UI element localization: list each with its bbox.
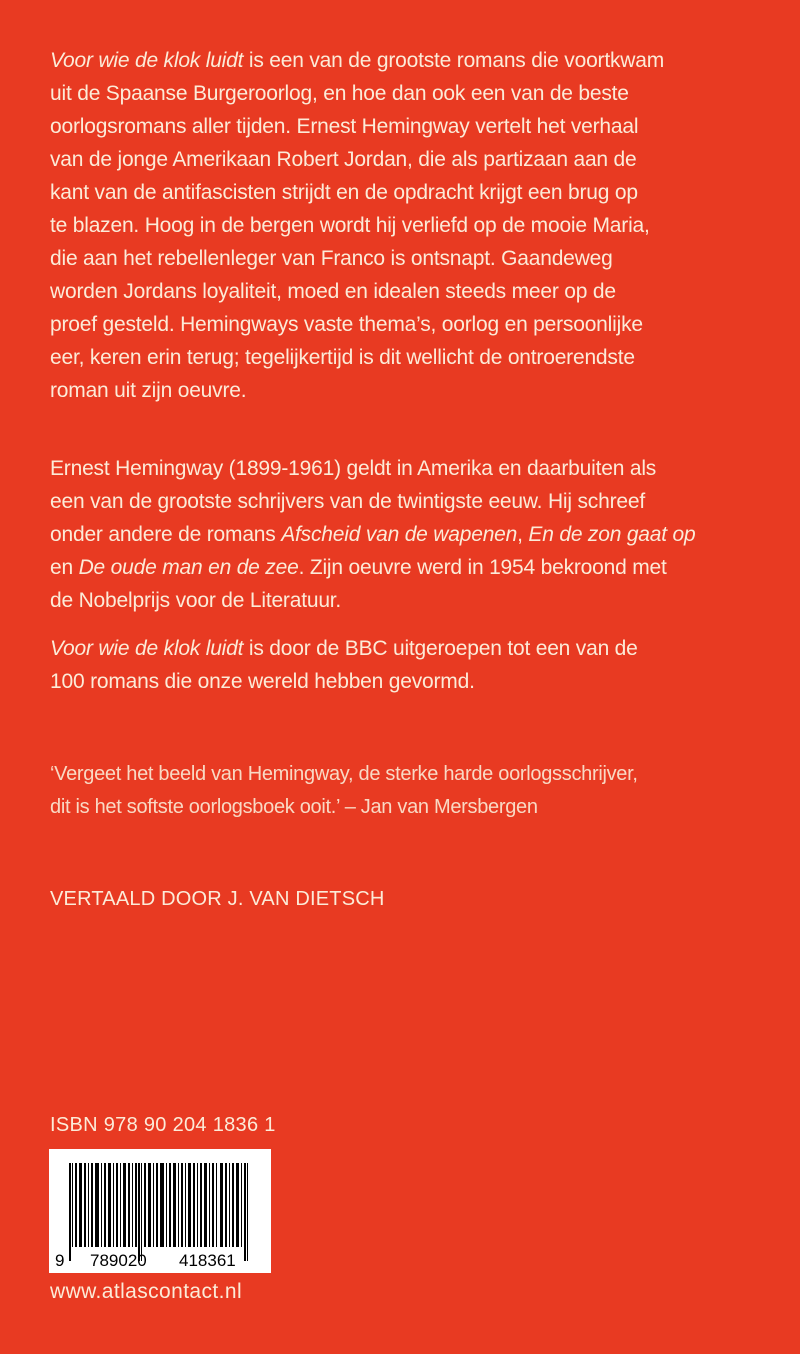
quote-line: dit is het softste oorlogsboek ooit.’ – Jan van Mersbergen xyxy=(50,796,538,818)
barcode-digit-first: 9 xyxy=(55,1251,65,1270)
barcode-icon xyxy=(49,1149,271,1273)
synopsis-line: te blazen. Hoog in de bergen wordt hij verliefd op de mooie Maria, xyxy=(50,214,650,237)
synopsis-line: kant van de antifascisten strijdt en de opdracht krijgt een brug op xyxy=(50,181,638,204)
review-quote-block xyxy=(50,758,770,824)
bio-line: Ernest Hemingway (1899-1961) geldt in Amerika en daarbuiten als xyxy=(50,457,657,480)
bbc-line: Voor wie de klok luidt is door de BBC uitgeroepen tot een van de xyxy=(50,637,638,660)
synopsis-block xyxy=(50,44,770,407)
synopsis-line: Voor wie de klok luidt is een van de grootste romans die voortkwam xyxy=(50,49,665,72)
synopsis-line: van de jonge Amerikaan Robert Jordan, die als partizaan aan de xyxy=(50,148,637,171)
barcode-digits-left: 789020 xyxy=(90,1251,147,1270)
bbc-line: 100 romans die onze wereld hebben gevormd. xyxy=(50,670,475,693)
bio-line: een van de grootste schrijvers van de twintigste eeuw. Hij schreef xyxy=(50,490,645,513)
bbc-note-paragraph xyxy=(50,632,770,698)
synopsis-line: worden Jordans loyaliteit, moed en idealen steeds meer op de xyxy=(50,280,616,303)
book-title: Voor wie de klok luidt xyxy=(50,49,244,72)
quote-line: ‘Vergeet het beeld van Hemingway, de sterke harde oorlogsschrijver, xyxy=(50,763,638,785)
barcode-digits-right: 418361 xyxy=(179,1251,236,1270)
bbc-note-block xyxy=(50,632,770,698)
bio-line: en De oude man en de zee. Zijn oeuvre werd in 1954 bekroond met xyxy=(50,556,667,579)
book-title: De oude man en de zee xyxy=(78,556,299,579)
book-title: Afscheid van de wapenen xyxy=(281,523,518,546)
book-title: En de zon gaat op xyxy=(528,523,696,546)
synopsis-paragraph xyxy=(50,44,770,407)
synopsis-line: proef gesteld. Hemingways vaste thema’s, oorlog en persoonlijke xyxy=(50,313,643,336)
synopsis-line: eer, keren erin terug; tegelijkertijd is dit wellicht de ontroerendste xyxy=(50,346,635,369)
bio-line: onder andere de romans Afscheid van de wapenen, En de zon gaat op xyxy=(50,523,696,546)
synopsis-line: roman uit zijn oeuvre. xyxy=(50,379,247,402)
review-quote xyxy=(50,758,770,824)
bio-line: de Nobelprijs voor de Literatuur. xyxy=(50,589,342,612)
author-bio-paragraph xyxy=(50,452,770,617)
author-bio-block xyxy=(50,452,770,617)
barcode xyxy=(49,1149,271,1273)
translator-credit: VERTAALD DOOR J. VAN DIETSCH xyxy=(50,888,385,910)
synopsis-line: die aan het rebellenleger van Franco is ontsnapt. Gaandeweg xyxy=(50,247,613,270)
publisher-website: www.atlascontact.nl xyxy=(50,1280,243,1303)
synopsis-line: uit de Spaanse Burgeroorlog, en hoe dan ook een van de beste xyxy=(50,82,629,105)
synopsis-line: oorlogsromans aller tijden. Ernest Hemingway vertelt het verhaal xyxy=(50,115,639,138)
book-title: Voor wie de klok luidt xyxy=(50,637,244,660)
isbn-label: ISBN 978 90 204 1836 1 xyxy=(50,1114,276,1136)
